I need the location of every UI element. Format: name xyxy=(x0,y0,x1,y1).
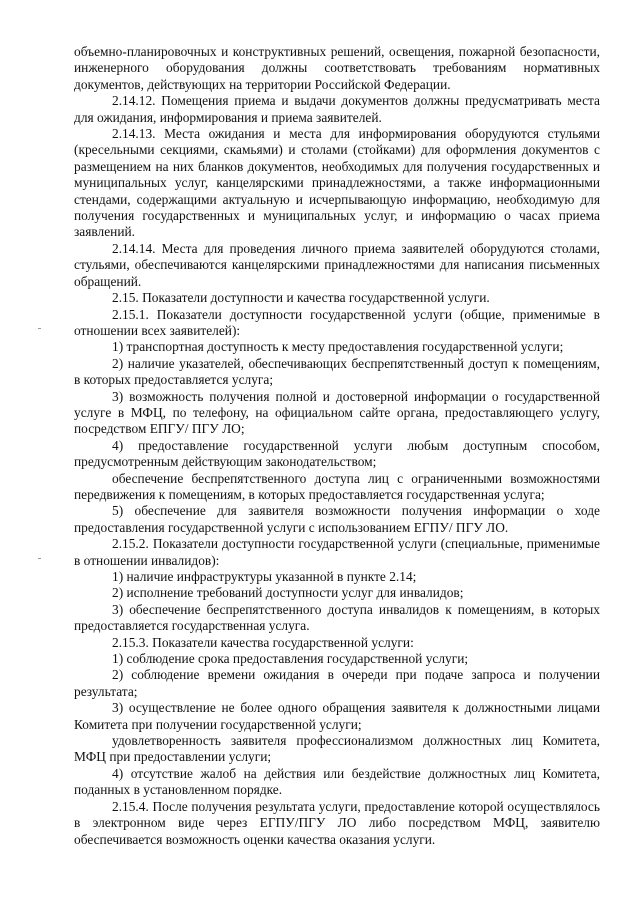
list-item: 3) возможность получения полной и достоверной информации о государственной услуге в МФЦ, по телефону, на официальном сайте органа, предоставляющего услугу, посредством ЕПГУ/ ПГУ ЛО; xyxy=(74,388,600,437)
list-item: обеспечение беспрепятственного доступа лиц с ограниченными возможностями передвижения к помещениям, в которых предоставляется государственная услуга; xyxy=(74,470,600,502)
list-item: 2) наличие указателей, обеспечивающих беспрепятственный доступ к помещениям, в которых предоставляется услуга; xyxy=(74,355,600,388)
paragraph: 2.15.4. После получения результата услуги, предоставление которой осуществлялось в электронном виде через ЕГПУ/ПГУ ЛО либо посредством МФЦ, заявителю обеспечивается возможность оценки качества оказания услуги. xyxy=(74,798,600,847)
document-page xyxy=(74,44,600,848)
paragraph: 2.15.1. Показатели доступности государственной услуги (общие, применимые в отношении всех заявителей): xyxy=(74,306,600,338)
paragraph: 2.15.2. Показатели доступности государственной услуги (специальные, применимые в отношении инвалидов): xyxy=(74,536,600,568)
list-item: 1) транспортная доступность к месту предоставления государственной услуги; xyxy=(112,339,564,355)
paragraph: 2.14.14. Места для проведения личного приема заявителей оборудуются столами, стульями, обеспечиваются канцелярскими принадлежностями для написания письменных обращений. xyxy=(74,240,600,289)
list-item: 4) отсутствие жалоб на действия или бездействие должностных лиц Комитета, поданных в установленном порядке. xyxy=(74,765,600,798)
list-item: 4) предоставление государственной услуги любым доступным способом, предусмотренным действующим законодательством; xyxy=(74,437,600,470)
margin-mark xyxy=(38,328,41,329)
list-item: 2) соблюдение времени ожидания в очереди при подаче запроса и получении результата; xyxy=(74,667,600,699)
paragraph: объемно-планировочных и конструктивных решений, освещения, пожарной безопасности, инженерного оборудования должны соответствовать требованиям нормативных документов, действующих на территории Российской Федерации. xyxy=(74,44,600,92)
paragraph: 2.14.13. Места ожидания и места для информирования оборудуются стульями (кресельными секциями, скамьями) и столами (стойками) для оформления документов с размещением на них бланков документов, необходимых для получения государственных и муниципальных услуг, канцелярскими принадлежностями, а также информационными стендами, содержащими актуальную и исчерпывающую информацию, необходимую для получения государственных и муниципальных услуг, и информацию о часах приема заявлений. xyxy=(74,126,600,240)
margin-mark xyxy=(38,558,41,559)
list-item: 3) обеспечение беспрепятственного доступа инвалидов к помещениям, в которых предоставляется государственная услуга. xyxy=(74,601,600,634)
section-heading: 2.15. Показатели доступности и качества государственной услуги. xyxy=(112,290,490,306)
list-item: 5) обеспечение для заявителя возможности получения информации о ходе предоставления государственной услуги с использованием ЕГПУ/ ПГУ ЛО. xyxy=(74,503,600,535)
list-item: 1) наличие инфраструктуры указанной в пункте 2.14; xyxy=(112,569,417,584)
paragraph: 2.15.3. Показатели качества государственной услуги: xyxy=(112,634,414,650)
list-item: удовлетворенность заявителя профессионализмом должностных лиц Комитета, МФЦ при предоставлении услуги; xyxy=(74,733,600,765)
paragraph: 2.14.12. Помещения приема и выдачи документов должны предусматривать места для ожидания, информирования и приема заявителей. xyxy=(74,93,600,125)
list-item: 3) осуществление не более одного обращения заявителя к должностными лицами Комитета при получении государственной услуги; xyxy=(74,700,600,732)
list-item: 1) соблюдение срока предоставления государственной услуги; xyxy=(112,651,469,667)
list-item: 2) исполнение требований доступности услуг для инвалидов; xyxy=(112,585,464,601)
